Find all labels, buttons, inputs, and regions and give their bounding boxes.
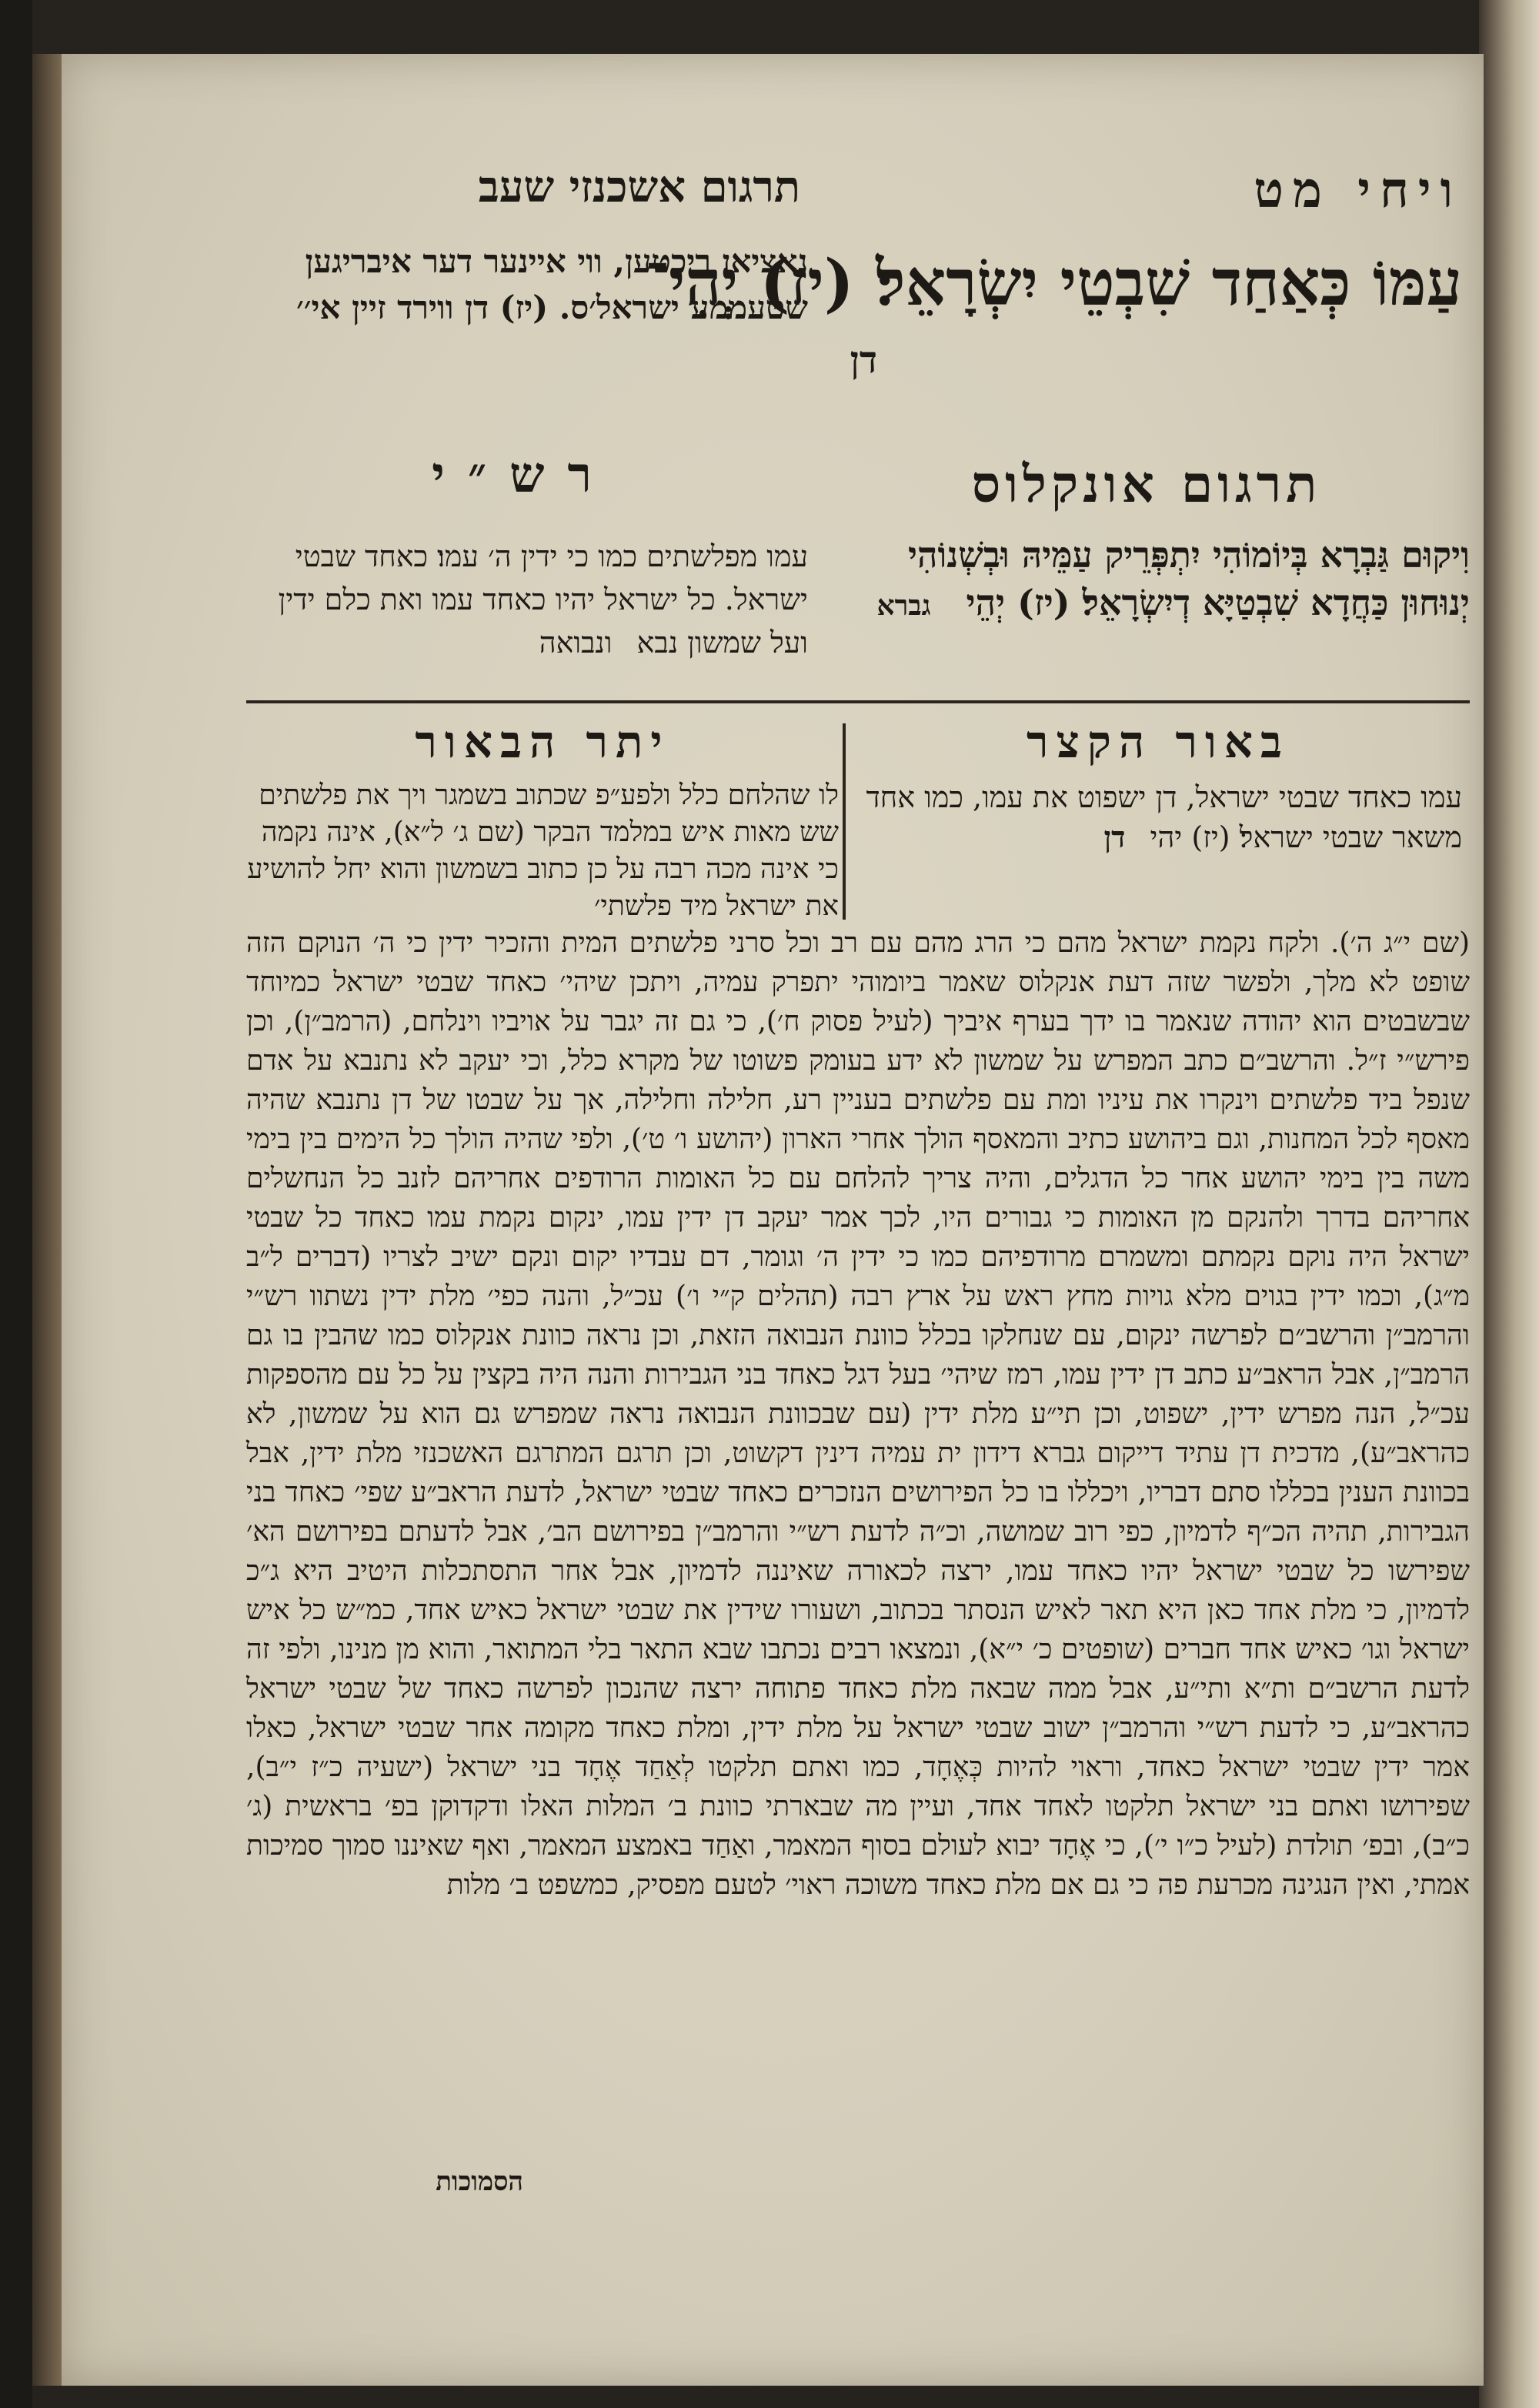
yeter-habiur-heading: יתר הבאור bbox=[415, 716, 670, 768]
running-head-parasha: ויחי מט bbox=[1254, 162, 1462, 219]
yeter-habiur-text: לו שהלחם כלל ולפע״פ שכתוב בשמגר ויך את פלשתים שש מאות איש במלמד הבקר (שם ג׳ ל״א), אינה נקמה כי אינה מכה רבה על כן כתוב בשמשון והוא יחל להושיע את ישראל מיד פלשתי׳ bbox=[247, 780, 839, 922]
biur-katzar-text bbox=[854, 777, 1462, 900]
yiddish-translation: נאציאן ריכטען, ווי איינער דער איבריגען שטעממע ישראל׳ס. (יז) דן ווירד זיין אי׳׳ bbox=[296, 242, 808, 326]
biur-katzar-catchword: דן bbox=[1103, 820, 1126, 854]
page-catchword: הסמוכות bbox=[436, 2166, 523, 2197]
book-binding-shadow bbox=[0, 0, 32, 2408]
onkelos-body: וִיקוּם גַּבְרָא בְּיוֹמוֹהִי יִתְפְּרֵיק עַמֵּיהּ וּבְשְׁנוֹהִי יְנוּחוּן כַּחֲדָא שִׁבְטַיָּא דְיִשְׂרָאֵל׃ (יז) יְהֵי bbox=[907, 534, 1470, 623]
onkelos-text bbox=[831, 531, 1470, 685]
running-head-translation: תרגום אשכנזי שעב bbox=[478, 162, 800, 212]
commentary-text: (שם י״ג ה׳). ולקח נקמת ישראל מהם כי הרג מהם עם רב וכל סרני פלשתים המית והזכיר ידין כי ה׳ הנוקם הזה שופט לא מלך, ולפשר שזה דעת אנקלוס שאמר ביומוהי יתפרק עמיה, ויתכן שיהי׳ כאחד שבטי ישראל כמיוחד שבשבטים הוא יהודה שנאמר בו ידך בערף איביך (לעיל פסוק ח׳), כי גם זה יגבר על אויביו וינלחם, (הרמב״ן), וכן פירש״י ז״ל. והרשב״ם כתב המפרש על שמשון לא ידע בעומק פשוטו של מקרא כלל, וכי יעקב לא נתנבא על אדם שנפל ביד פלשתים וינקרו את עיניו ומת עם פלשתים בעניין רע, חלילה וחלילה, אך על שבטו של דן נתנבא שהיה מאסף לכל המחנות, וגם ביהושע כתיב והמאסף הולך אחרי הארון (יהושע ו׳ ט׳), ולפי שהיה הולך כל הימים בין בימי משה בין בימי יהושע אחר כל הדגלים, והיה צריך להלחם עם כל האומות הרודפים אחריהם לזנב כל הנחשלים אחריהם בדרך ולהנקם מן האומות כי גבורים היו, לכך אמר יעקב דן ידין עמו, ינקום נקמת עמו כאחד כל שבטי ישראל היה נוקם נקמתם ומשמרם מרודפיהם כמו כי ידין ה׳ וגומר, דם עבדיו יקום ונקם ישיב לצריו (דברים ל״ב מ״ג), וכמו ידין בגוים מלא גויות מחץ ראש על ארץ רבה (תהלים ק״י ו׳) עכ״ל, והנה כפי׳ מלת ידין נשתוו רש״י והרמב״ן והרשב״ם לפרשה ינקום, עם שנחלקו בכלל כוונת הנבואה הזאת, וכן נראה כוונת אנקלוס כמו שהבין בו גם הרמב״ן, אבל הראב״ע כתב דן ידין עמו, רמז שיהי׳ בעל דגל כאחד בני הגבירות והנה היה בקצין על כל עם מהספקות עכ״ל, הנה מפרש ידין, ישפוט, וכן תי״ע מלת ידין (עם שבכוונת הנבואה נראה שמפרש גם הוא על שמשון, לא כהראב״ע), מדכית דן עתיד דייקום גברא דידון ית עמיה דינין דקשוט, וכן תרגם המתרגם האשכנזי מלת ידין, אבל בכוונת הענין בכללו סתם דבריו, ויכללו בו כל הפירושים הנזכרים׃ כאחד שבטי ישראל, לדעת הראב״ע שפי׳ כאחד בני הגבירות, תהיה הכ״ף לדמיון, כפי רוב שמושה, וכ״ה לדעת רש״י והרמב״ן בפירושם הב׳, אבל לדעתם בפירושם הא׳ שפירשו כל שבטי ישראל יהיו כאחד עמו, ירצה לכאורה שאיננה לדמיון, אבל אחר התסתכלות היטיב היא ג״כ לדמיון, כי מלת אחד כאן היא תאר לאיש הנסתר בכתוב, ושעורו שידין את שבטי ישראל כאיש אחד, כמ״ש כל איש ישראל וגו׳ כאיש אחד חברים (שופטים כ׳ י״א), ונמצאו רבים נכתבו שבא התאר בלי המתואר, והוא מן מנינו, ולפי זה לדעת הרשב״ם ות״א ותי״ע, אבל ממה שבאה מלת כאחד פתוחה ירצה שהנכון לפרשה כאחד של שבטי ישראל כהראב״ע, כי לדעת רש״י והרמב״ן ישוב שבטי ישראל על מלת ידין, ומלת כאחד מקומה אחר שבטי ישראל, כאלו אמר ידין שבטי ישראל כאחד, וראוי להיות כְּאֶחָד, כמו ואתם תלקטו לְאַחַד אֶחָד בני ישראל (ישעיה כ״ז י״ב), שפירושו ואתם בני ישראל תלקטו לאחד אחד, ועיין מה שבארתי כוונת ב׳ המלות האלו ודקדוקן בפ׳ בראשית (ג׳ כ״ב), ובפ׳ תולדת (לעיל כ״ו י׳), כי אֶחָד יבוא לעולם בסוף המאמר, ואַחַד באמצע המאמר, ואף שאיננו סמוך סמיכות אמתי, ואין הנגינה מכרעת פה כי גם אם מלת כאחד משוכה ראוי׳ לטעם מפסיק, כמשפט ב׳ מלות bbox=[246, 927, 1471, 1901]
horizontal-rule bbox=[246, 700, 1470, 703]
biur-katzar-body: עמו כאחד שבטי ישראל, דן ישפוט את עמו, כמו אחד משאר שבטי ישראל׃ (יז) יהי bbox=[866, 780, 1462, 854]
facing-page-edge bbox=[1479, 0, 1539, 2408]
onkelos-catchword: גברא bbox=[876, 589, 931, 622]
rashi-catchword: ונבואה bbox=[539, 626, 613, 660]
onkelos-heading: תרגום אונקלוס bbox=[971, 454, 1322, 514]
biur-katzar-heading: באור הקצר bbox=[1027, 716, 1290, 768]
rashi-text bbox=[239, 535, 808, 689]
rashi-body: עמו מפלשתים כמו כי ידין ה׳ עמו׃ כאחד שבטי ישראל. כל ישראל יהיו כאחד עמו ואת כלם ידין ועל שמשון נבא bbox=[278, 539, 808, 660]
column-divider bbox=[843, 723, 846, 920]
verse-catchword: דן bbox=[850, 339, 877, 382]
rashi-heading: רש״י bbox=[432, 446, 615, 504]
torah-verse: עַמּוֹ כְּאַחַד שִׁבְטֵי יִשְׂרָאֵל׃ (יז) יְהִי־ bbox=[644, 246, 1462, 320]
book-page bbox=[62, 54, 1484, 2386]
page-edge bbox=[32, 54, 62, 2386]
